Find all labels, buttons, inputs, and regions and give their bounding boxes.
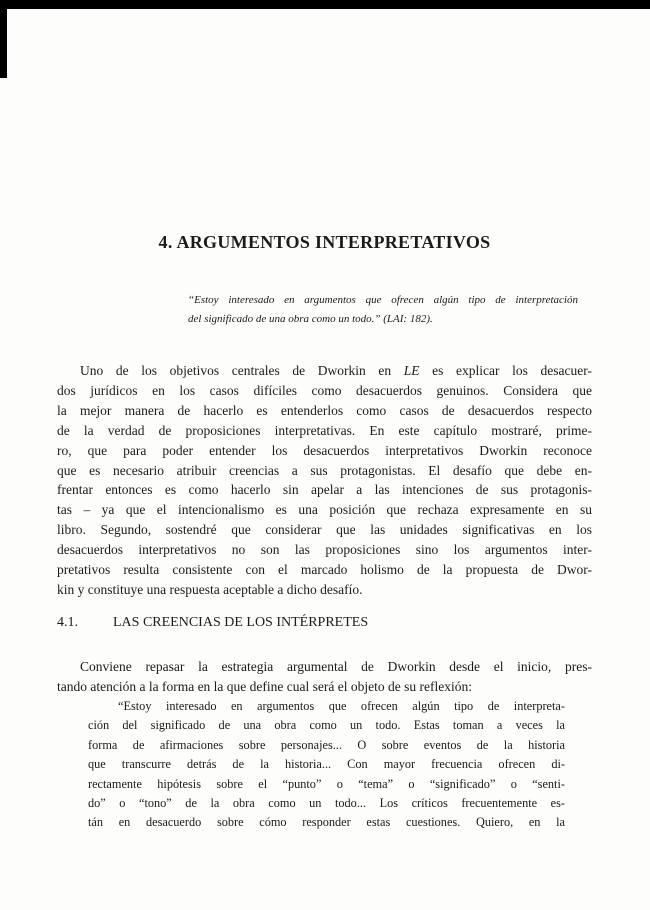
text-line: “Estoy interesado en argumentos que ofrecen algún tipo de interpretación xyxy=(188,294,578,306)
text-line: do” o “tono” de la obra como un todo... Los críticos frecuentemente es- xyxy=(88,796,565,811)
text-line: ro, que para poder entender los desacuerdos interpretativos Dworkin reconoce xyxy=(57,442,592,458)
text-line: pretativos resulta consistente con el marcado holismo de la propuesta de Dwor- xyxy=(57,562,592,578)
section-number: 4.1. xyxy=(57,615,78,630)
scan-artifact-top-bar xyxy=(0,0,650,9)
text-line: la mejor manera de hacerlo es entenderlos como casos de desacuerdos respecto xyxy=(57,402,592,418)
text-line: tas – ya que el intencionalismo es una posición que rechaza expresamente en su xyxy=(57,502,592,518)
paragraph-strategy xyxy=(57,657,592,697)
text-line: forma de afirmaciones sobre personajes... O sobre eventos de la historia xyxy=(88,737,565,752)
text-line: dos jurídicos en los casos difíciles como desacuerdos genuinos. Considera que xyxy=(57,382,592,398)
chapter-title: 4. ARGUMENTOS INTERPRETATIVOS xyxy=(158,232,491,252)
text-line: que es necesario atribuir creencias a sus protagonistas. El desafío que debe en- xyxy=(57,462,592,478)
text-line: Conviene repasar la estrategia argumental de Dworkin desde el inicio, pres- xyxy=(80,659,592,674)
text-line: tando atención a la forma en la que define cual será el objeto de su reflexión: xyxy=(57,678,472,694)
text-line: de la verdad de proposiciones interpretativas. En este capítulo mostraré, prime- xyxy=(57,422,592,438)
text-line: libro. Segundo, sostendré que considerar que las unidades significativas en los xyxy=(57,522,592,538)
text-line: Uno de los objetivos centrales de Dworkin en LE es explicar los desacuer- xyxy=(80,363,592,378)
scan-artifact-left-bar xyxy=(0,0,7,78)
text-line: ción del significado de una obra como un todo. Estas toman a veces la xyxy=(88,718,565,733)
text-line: que transcurre detrás de la historia... Con mayor frecuencia ofrecen di- xyxy=(88,757,565,772)
section-title: LAS CREENCIAS DE LOS INTÉRPRETES xyxy=(113,615,369,630)
paragraph-intro xyxy=(57,361,592,600)
text-line: frentar entonces es como hacerlo sin apelar a las intenciones de sus protagonis- xyxy=(57,482,592,498)
text-line: rectamente hipótesis sobre el “punto” o “tema” o “significado” o “senti- xyxy=(88,776,565,791)
text-line: tán en desacuerdo sobre cómo responder estas cuestiones. Quiero, en la xyxy=(88,815,565,830)
text-line: “Estoy interesado en argumentos que ofrecen algún tipo de interpreta- xyxy=(118,699,565,713)
text-line: desacuerdos interpretativos no son las proposiciones sino los argumentos inter- xyxy=(57,542,592,558)
section-heading xyxy=(57,615,592,632)
text-line: del significado de una obra como un todo.” (LAI: 182). xyxy=(188,312,433,325)
block-quote xyxy=(88,697,565,833)
text-line: kin y constituye una respuesta aceptable a dicho desafío. xyxy=(57,581,363,597)
epigraph xyxy=(188,291,578,328)
